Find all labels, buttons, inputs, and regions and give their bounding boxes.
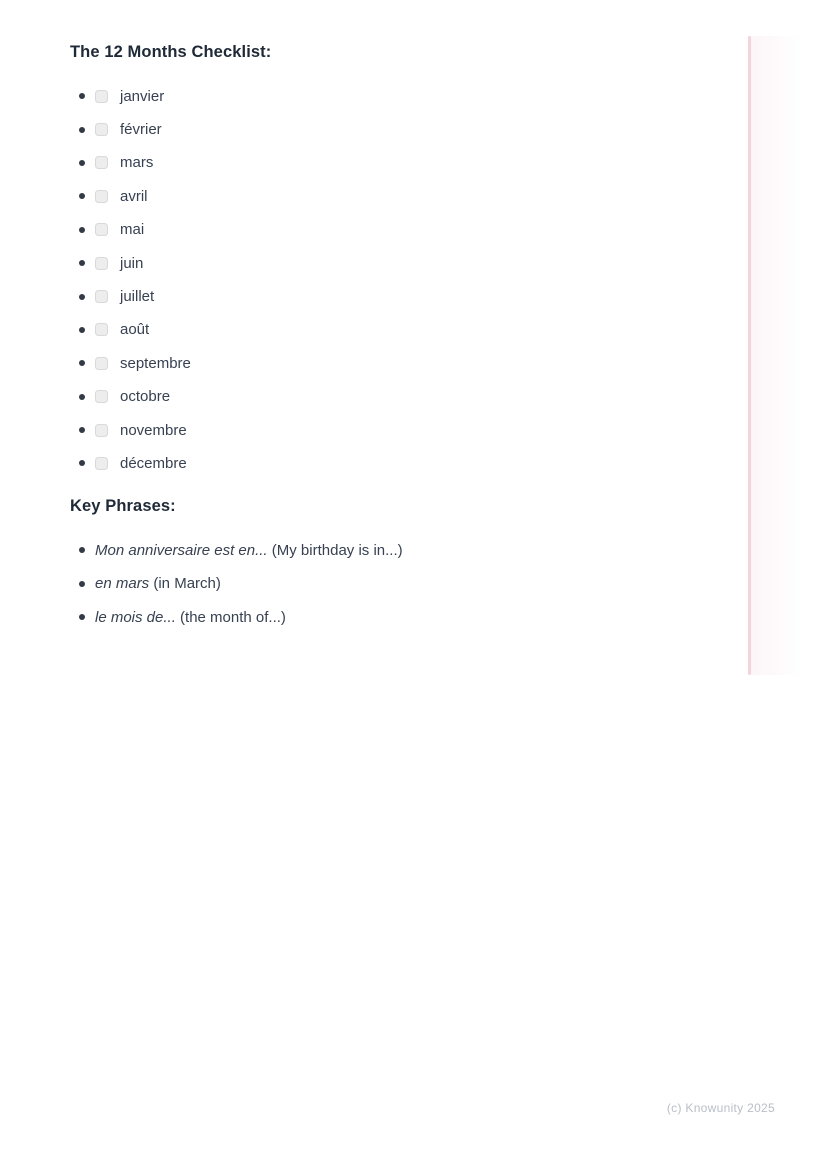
checklist-item — [70, 113, 670, 146]
checkbox-unchecked-icon[interactable] — [95, 357, 108, 370]
key-phrase-text — [95, 542, 403, 559]
checkbox-unchecked-icon[interactable] — [95, 323, 108, 336]
key-phrase-text — [95, 609, 286, 626]
footer-copyright: (c) Knowunity 2025 — [666, 1101, 775, 1115]
checklist-item — [70, 146, 670, 179]
checklist-item-label: décembre — [120, 454, 187, 472]
bullet-icon — [79, 427, 85, 433]
key-phrase-text — [95, 575, 221, 592]
page-edge-accent-line — [748, 36, 751, 675]
key-phrase-item — [70, 567, 670, 600]
checkbox-unchecked-icon[interactable] — [95, 290, 108, 303]
key-phrase-item — [70, 534, 670, 567]
checklist-item — [70, 347, 670, 380]
checklist-item — [70, 80, 670, 113]
bullet-icon — [79, 294, 85, 300]
page-edge-wash — [750, 36, 802, 675]
checklist-item-label: mars — [120, 154, 154, 172]
checklist-item-label: février — [120, 121, 162, 139]
phrase-english-label: (the month of...) — [175, 608, 286, 626]
months-checklist — [70, 80, 670, 481]
checklist-item — [70, 313, 670, 346]
key-phrase-item — [70, 600, 670, 633]
key-phrases-list — [70, 534, 670, 634]
bullet-icon — [79, 581, 85, 587]
checklist-item — [70, 447, 670, 480]
checklist-item — [70, 213, 670, 246]
bullet-icon — [79, 614, 85, 620]
document-content — [70, 44, 670, 634]
checklist-item — [70, 280, 670, 313]
bullet-icon — [79, 227, 85, 233]
phrase-english-label: (My birthday is in...) — [267, 541, 403, 559]
checklist-item-label: mai — [120, 221, 145, 239]
checklist-item-label: avril — [120, 187, 148, 205]
checklist-item-label: janvier — [120, 87, 165, 105]
bullet-icon — [79, 547, 85, 553]
checkbox-unchecked-icon[interactable] — [95, 257, 108, 270]
checklist-item — [70, 380, 670, 413]
bullet-icon — [79, 193, 85, 199]
checklist-item-label: juillet — [120, 288, 155, 306]
checklist-item-label: septembre — [120, 354, 191, 372]
phrase-french-label: en mars — [95, 575, 150, 593]
checkbox-unchecked-icon[interactable] — [95, 156, 108, 169]
phrase-english-label: (in March) — [149, 575, 221, 593]
checkbox-unchecked-icon[interactable] — [95, 223, 108, 236]
checkbox-unchecked-icon[interactable] — [95, 123, 108, 136]
bullet-icon — [79, 160, 85, 166]
bullet-icon — [79, 127, 85, 133]
phrase-french-label: le mois de... — [95, 608, 176, 626]
checkbox-unchecked-icon[interactable] — [95, 390, 108, 403]
checklist-item — [70, 180, 670, 213]
checkbox-unchecked-icon[interactable] — [95, 90, 108, 103]
checklist-item-label: juin — [120, 254, 144, 272]
bullet-icon — [79, 93, 85, 99]
checklist-item-label: novembre — [120, 421, 187, 439]
checklist-item-label: octobre — [120, 388, 171, 406]
key-phrases-section-title: Key Phrases: — [70, 497, 176, 516]
phrase-french-label: Mon anniversaire est en... — [95, 541, 268, 559]
bullet-icon — [79, 460, 85, 466]
checklist-item — [70, 246, 670, 279]
checklist-section-title: The 12 Months Checklist: — [70, 43, 272, 61]
checklist-item — [70, 413, 670, 446]
checkbox-unchecked-icon[interactable] — [95, 424, 108, 437]
bullet-icon — [79, 260, 85, 266]
checkbox-unchecked-icon[interactable] — [95, 190, 108, 203]
bullet-icon — [79, 327, 85, 333]
bullet-icon — [79, 394, 85, 400]
checklist-item-label: août — [120, 321, 150, 339]
checkbox-unchecked-icon[interactable] — [95, 457, 108, 470]
bullet-icon — [79, 360, 85, 366]
